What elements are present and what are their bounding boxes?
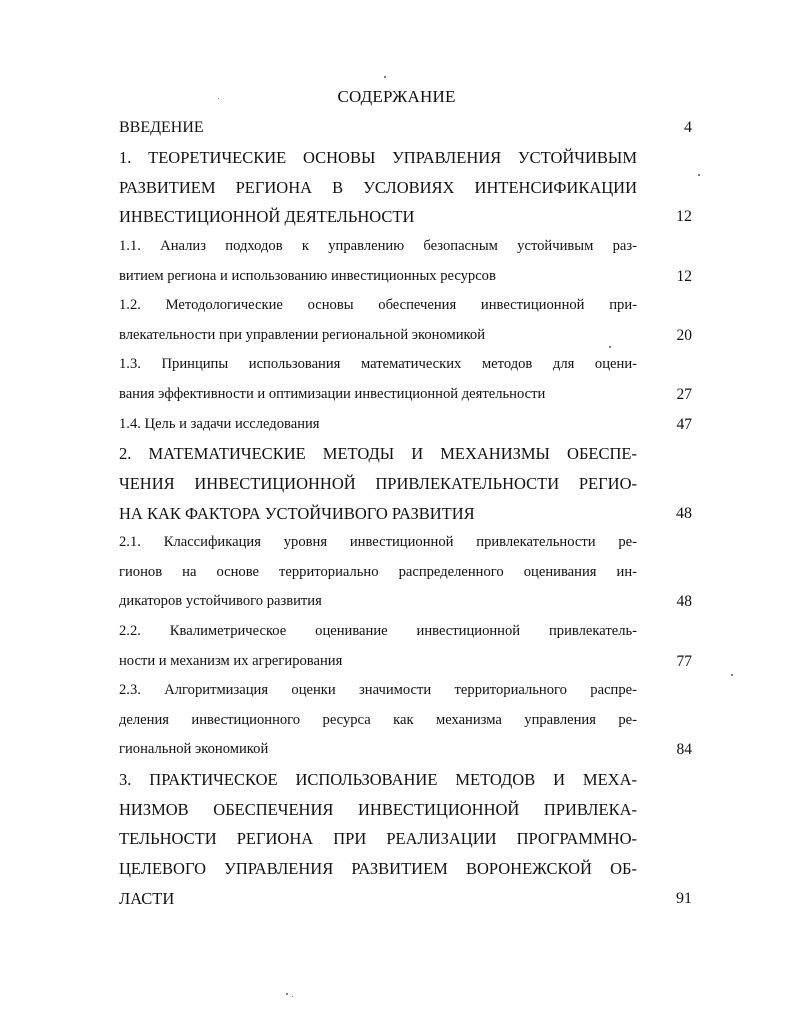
toc-entry [119,410,694,440]
toc-entry [119,350,694,409]
toc-entry-line [119,262,694,292]
toc-entry-text: ЧЕНИЯ ИНВЕСТИЦИОННОЙ ПРИВЛЕКАТЕЛЬНОСТИ РЕГИО- [119,473,637,493]
toc-entry-text: влекательности при управлении региональной экономикой [119,326,486,343]
toc-page-number: 47 [676,415,692,433]
toc-entry-text: ЛАСТИ [119,888,175,908]
toc-entry [119,439,694,528]
toc-entry-line [119,410,694,440]
toc-entry [119,291,694,350]
toc-entry-text: 2.2. Квалиметрическое оценивание инвестиционной привлекатель- [119,623,637,640]
toc-entry-line [119,143,694,173]
toc-entry-line [119,202,694,232]
toc-entry-line [119,735,694,765]
toc-page-number: 12 [676,208,692,226]
toc-entry-line [119,676,694,706]
table-of-contents [119,112,694,913]
toc-entry-text: НА КАК ФАКТОРА УСТОЙЧИВОГО РАЗВИТИЯ [119,503,475,523]
toc-entry-line [119,884,694,914]
toc-entry-text: 2. МАТЕМАТИЧЕСКИЕ МЕТОДЫ И МЕХАНИЗМЫ ОБЕСПЕ- [119,444,637,464]
toc-entry-text: НИЗМОВ ОБЕСПЕЧЕНИЯ ИНВЕСТИЦИОННОЙ ПРИВЛЕКА- [119,799,637,819]
toc-page-number: 77 [676,652,692,670]
toc-entry-line [119,173,694,203]
toc-entry-text: 3. ПРАКТИЧЕСКОЕ ИСПОЛЬЗОВАНИЕ МЕТОДОВ И МЕХА- [119,770,637,790]
toc-entry-text: 1.1. Анализ подходов к управлению безопасным устойчивым раз- [119,238,637,255]
toc-page-number: 91 [676,889,692,907]
toc-entry-line [119,765,694,795]
scan-speck [698,174,700,176]
toc-page-number: 4 [684,119,692,136]
toc-entry-text: дикаторов устойчивого развития [119,593,322,610]
toc-entry-line [119,499,694,529]
toc-entry-line [119,232,694,262]
toc-entry-text: ЦЕЛЕВОГО УПРАВЛЕНИЯ РАЗВИТИЕМ ВОРОНЕЖСКОЙ ОБ- [119,859,637,879]
toc-entry-line [119,617,694,647]
toc-entry-line [119,350,694,380]
scan-speck [292,996,293,997]
toc-entry-line [119,380,694,410]
toc-entry-line [119,706,694,736]
toc-entry [119,143,694,232]
toc-entry-line [119,587,694,617]
toc-entry-text: гионов на основе территориально распределенного оценивания ин- [119,563,637,580]
toc-entry [119,617,694,676]
toc-page-number: 12 [676,267,692,285]
toc-entry-text: 2.3. Алгоритмизация оценки значимости территориального распре- [119,682,637,699]
scan-speck [609,346,611,348]
toc-entry-line [119,439,694,469]
toc-entry [119,232,694,291]
toc-entry-line [119,854,694,884]
page-title: СОДЕРЖАНИЕ [337,87,456,106]
toc-entry [119,676,694,765]
toc-entry-line [119,824,694,854]
toc-entry-line [119,795,694,825]
toc-entry-line [119,528,694,558]
toc-entry-text: 2.1. Классификация уровня инвестиционной привлекательности ре- [119,534,637,551]
toc-entry [119,528,694,617]
toc-entry-text: витием региона и использованию инвестиционных ресурсов [119,267,496,284]
toc-entry-line [119,112,694,143]
toc-entry-text: гиональной экономикой [119,741,269,758]
toc-entry [119,765,694,913]
toc-entry-text: ности и механизм их агрегирования [119,652,343,669]
toc-entry-text: 1. ТЕОРЕТИЧЕСКИЕ ОСНОВЫ УПРАВЛЕНИЯ УСТОЙЧИВЫМ [119,148,637,167]
toc-entry-text: ИНВЕСТИЦИОННОЙ ДЕЯТЕЛЬНОСТИ [119,207,415,227]
scan-speck [286,993,288,995]
toc-page-number: 84 [676,741,692,759]
toc-entry-line [119,469,694,499]
toc-entry-line [119,321,694,351]
scan-speck [731,674,733,676]
toc-entry-text: ТЕЛЬНОСТИ РЕГИОНА ПРИ РЕАЛИЗАЦИИ ПРОГРАММНО- [119,829,637,849]
toc-page-number: 27 [676,386,692,404]
toc-entry-text: ВВЕДЕНИЕ [119,119,204,136]
toc-page-number: 20 [676,326,692,344]
scan-speck [218,98,219,99]
toc-entry-text: деления инвестиционного ресурса как механизма управления ре- [119,711,637,728]
toc-page-number: 48 [676,593,692,611]
toc-entry-text: 1.3. Принципы использования математических методов для оцени- [119,356,637,373]
toc-entry [119,112,694,143]
toc-entry-text: 1.4. Цель и задачи исследования [119,415,320,432]
toc-page-number: 48 [676,504,692,522]
toc-entry-text: РАЗВИТИЕМ РЕГИОНА В УСЛОВИЯХ ИНТЕНСИФИКАЦИИ [119,177,637,197]
toc-entry-line [119,647,694,677]
toc-entry-text: вания эффективности и оптимизации инвестиционной деятельности [119,386,546,403]
scan-speck [384,76,386,78]
toc-entry-line [119,291,694,321]
toc-entry-text: 1.2. Методологические основы обеспечения инвестиционной при- [119,297,637,314]
toc-entry-line [119,558,694,588]
